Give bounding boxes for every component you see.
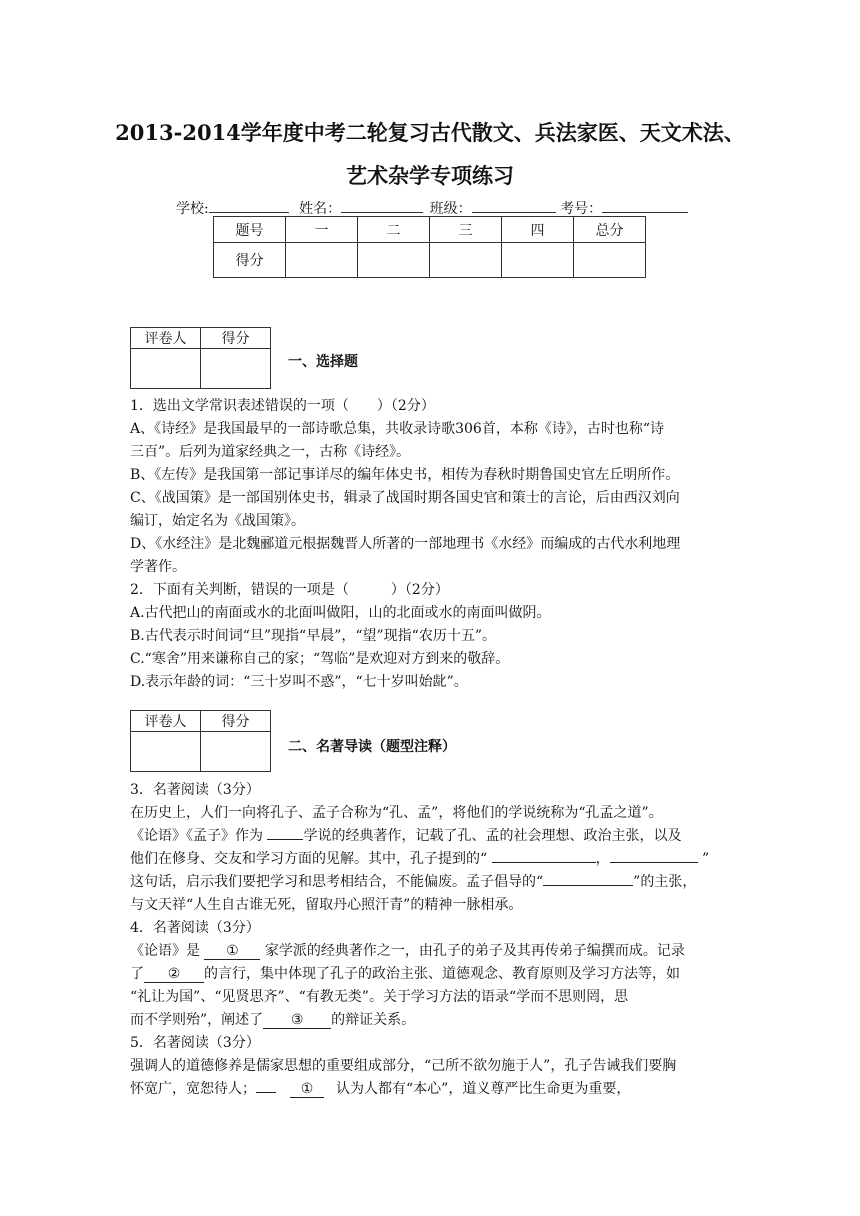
q5-blank-1[interactable] [256,1092,276,1093]
q4-text [130,941,732,961]
q1-option-d: D、《水经注》是北魏郦道元根据魏晋人所著的一部地理书《水经》而编成的古代水利地理 [130,536,681,552]
section1-heading: 一、选择题 [288,354,358,370]
q3-text [130,872,732,892]
score-header-cell: 三 [430,217,502,243]
q4-text-part: 家学派的经典著作之一，由孔子的弟子及其再传弟子编撰而成。记录 [260,943,685,959]
score-table-header-row [214,217,646,243]
q1-option-b: B、《左传》是我国第一部记事详尽的编年体史书，相传为春秋时期鲁国史官左丘明所作。 [130,467,680,483]
name-blank[interactable] [341,198,423,213]
score-cell[interactable] [502,243,574,278]
document-title-line2: 艺术杂学专项练习 [346,163,514,188]
q5-text-part: 怀宽广，宽恕待人； [130,1081,256,1097]
q3-text-part: ”的主张， [633,874,697,890]
q3-text: 与文天祥“人生自古谁无死，留取丹心照汗青”的精神一脉相承。 [130,897,523,913]
reviewer-score-label: 得分 [201,328,271,349]
q1-option-a: A、《诗经》是我国最早的一部诗歌总集，共收录诗歌306首，本称《诗》，古时也称“诗 [130,421,664,437]
class-blank[interactable] [472,198,556,213]
exam-no-label: 考号： [560,201,603,217]
q5-stem: 5．名著阅读（3分） [130,1035,260,1051]
score-header-cell: 四 [502,217,574,243]
q5-blank-1-marker[interactable] [290,1081,324,1098]
q4-stem: 4．名著阅读（3分） [130,920,260,936]
q5-text: 强调人的道德修养是儒家思想的重要组成部分，“己所不欲勿施于人”，孔子告诫我们要胸 [130,1058,677,1074]
q4-blank-1[interactable] [204,943,260,960]
q1-option-d-cont: 学著作。 [130,559,186,575]
exam-no-blank[interactable] [602,198,688,213]
q4-blank-3[interactable] [263,1012,331,1029]
q1-stem: 1．选出文学常识表述错误的一项（ ）（2分） [130,398,435,414]
score-header-cell: 一 [286,217,358,243]
name-label: 姓名： [299,201,342,217]
reviewer-cell[interactable] [131,732,201,772]
q4-text-part: 《论语》是 [130,943,205,959]
q4-text [130,964,732,984]
q2-option-a: A.古代把山的南面或水的北面叫做阳，山的北面或水的南面叫做阴。 [130,605,551,621]
q3-stem: 3．名著阅读（3分） [130,782,260,798]
q3-text [130,849,732,869]
score-cell[interactable] [430,243,502,278]
q2-option-d: D.表示年龄的词：“三十岁叫不惑”，“七十岁叫始龀”。 [130,674,468,690]
blank-marker: ① [226,943,239,959]
q2-option-c: C.“寒舍”用来谦称自己的家；“驾临”是欢迎对方到来的敬辞。 [130,651,510,667]
q4-text [130,1010,732,1030]
q4-text: “礼让为国”、“见贤思齐”、“有教无类”。关于学习方法的语录“学而不思则罔，思 [130,989,629,1005]
blank-marker: ③ [290,1012,304,1028]
q3-blank-2[interactable] [492,862,596,863]
q1-option-a-cont: 三百”。后列为道家经典之一，古称《诗经》。 [130,444,411,460]
reviewer-score-cell[interactable] [201,732,271,772]
blank-marker: ② [167,966,181,982]
q4-text-part: 的言行，集中体现了孔子的政治主张、道德观念、教育原则及学习方法等，如 [204,966,680,982]
blank-marker: ① [300,1081,314,1097]
school-blank[interactable] [209,198,289,213]
score-header-cell: 二 [358,217,430,243]
q5-text [130,1079,732,1099]
reviewer-cell[interactable] [131,349,201,389]
student-info-line [176,198,688,218]
document-title-line1: 2013-2014学年度中考二轮复习古代散文、兵法家医、天文术法、 [115,120,745,145]
q4-text-part: 了 [130,966,144,982]
q3-blank-3[interactable] [610,862,698,863]
score-cell[interactable] [574,243,646,278]
q4-text-part: 的辩证关系。 [331,1012,416,1028]
reviewer-label: 评卷人 [131,328,201,349]
q2-option-b: B.古代表示时间词“旦”现指“早晨”，“望”现指“农历十五”。 [130,628,496,644]
q3-text-part: ” [697,851,710,867]
reviewer-score-label: 得分 [201,711,271,732]
q4-blank-2[interactable] [144,966,204,983]
q5-text-part: 认为人都有“本心”，道义尊严比生命更为重要， [336,1081,631,1097]
score-table-score-row [214,243,646,278]
q3-blank-4[interactable] [543,885,633,886]
q1-option-c-cont: 编订，始定名为《战国策》。 [130,513,305,529]
score-header-cell: 题号 [214,217,286,243]
q3-text-part: 这句话，启示我们要把学习和思考相结合，不能偏废。孟子倡导的“ [130,874,544,890]
score-header-cell: 总分 [574,217,646,243]
reviewer-label: 评卷人 [131,711,201,732]
score-cell[interactable] [286,243,358,278]
q3-text [130,826,732,846]
class-label: 班级： [429,201,472,217]
q3-text-part: ， [595,851,610,867]
score-cell[interactable] [358,243,430,278]
school-label: 学校: [176,201,209,217]
q4-text-part: 而不学则殆”，阐述了 [130,1012,264,1028]
q3-text-part: 《论语》《孟子》作为 [130,828,268,844]
q3-text: 在历史上，人们一向将孔子、孟子合称为“孔、孟”，将他们的学说统称为“孔孟之道”。 [130,805,663,821]
reviewer-score-cell[interactable] [201,349,271,389]
q3-text-part: 他们在修身、交友和学习方面的见解。其中，孔子提到的“ [130,851,492,867]
q3-text-part: 学说的经典著作，记载了孔、孟的社会理想、政治主张，以及 [303,828,682,844]
reviewer-box-section2 [130,710,271,772]
score-table [213,216,646,278]
q2-stem: 2．下面有关判断，错误的一项是（ ）（2分） [130,582,449,598]
score-row-label: 得分 [214,243,286,278]
q3-blank-1[interactable] [267,839,303,840]
reviewer-box-section1 [130,327,271,389]
q1-option-c: C、《战国策》是一部国别体史书，辑录了战国时期各国史官和策士的言论，后由西汉刘向 [130,490,680,506]
section2-heading: 二、名著导读（题型注释） [288,739,456,755]
